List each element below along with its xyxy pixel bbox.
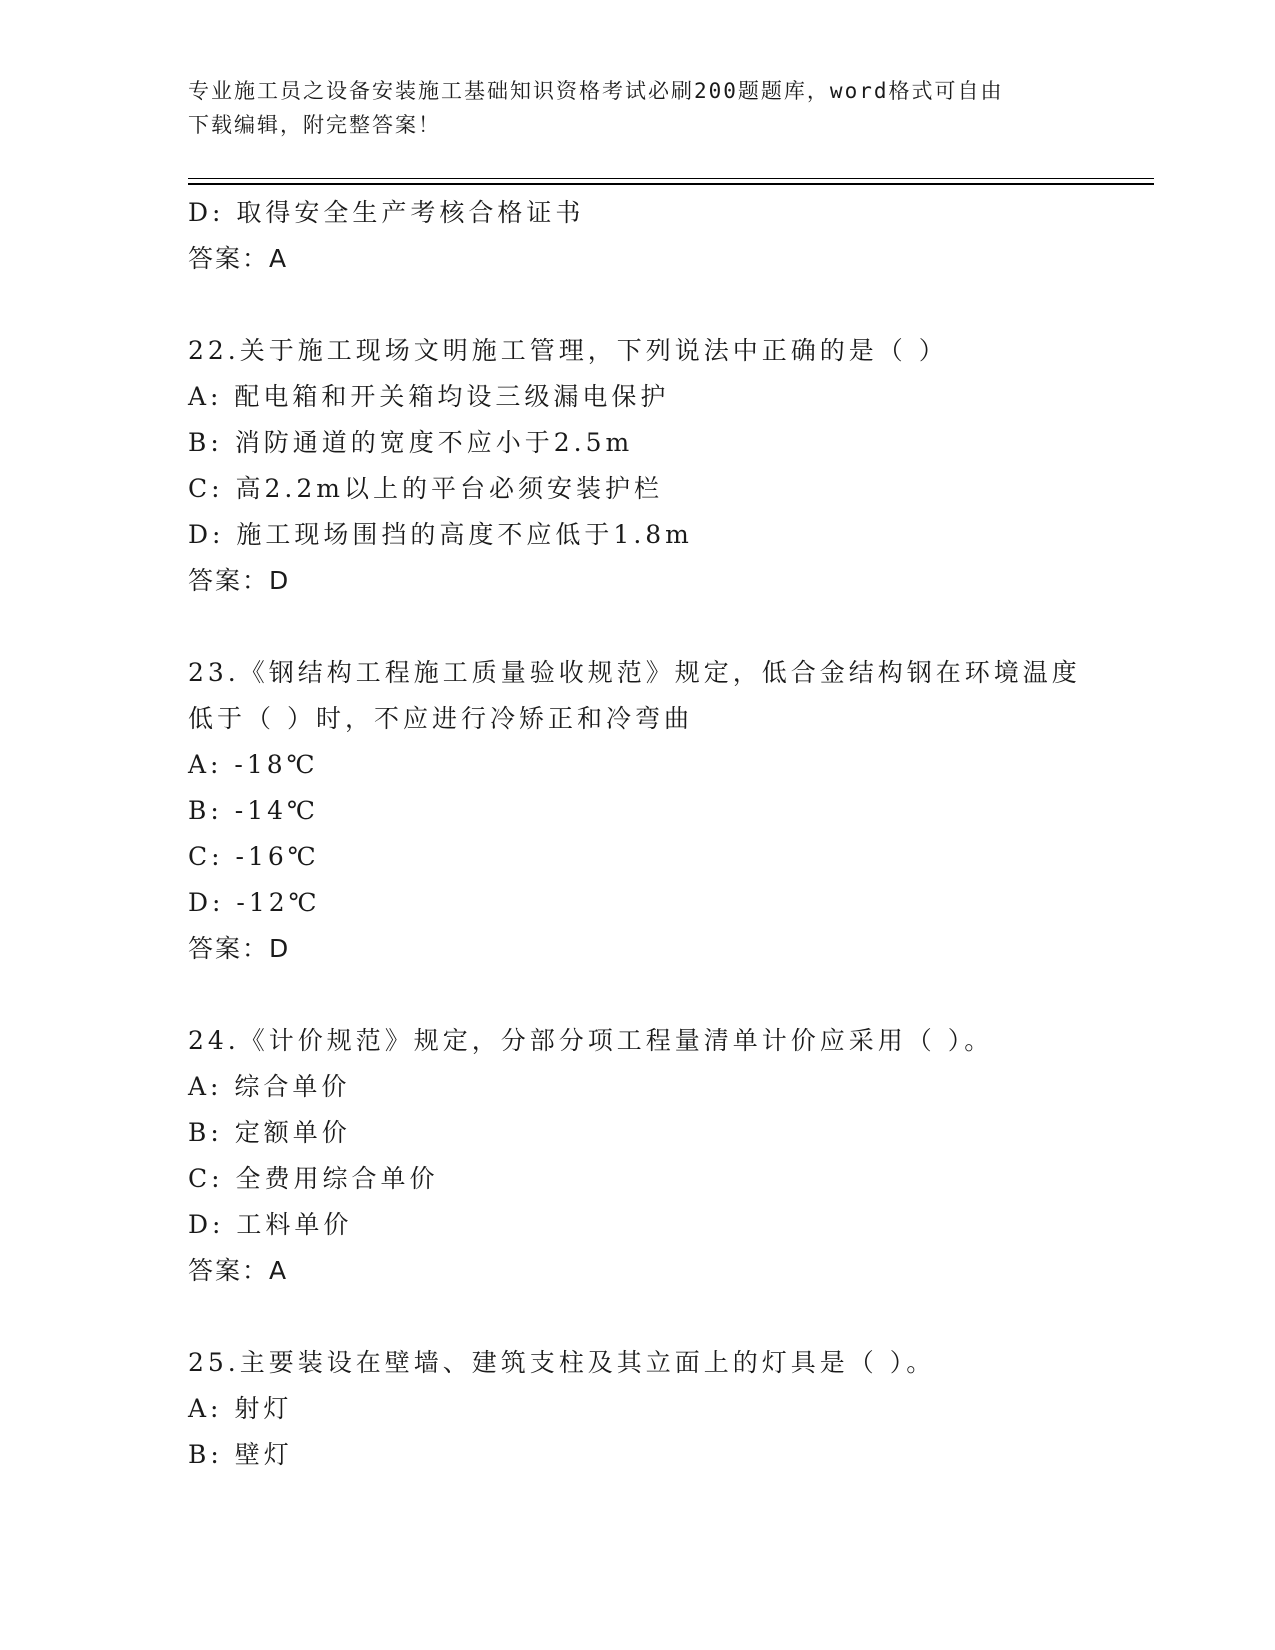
- header-line-1: 专业施工员之设备安装施工基础知识资格考试必刷200题题库，word格式可自由: [188, 79, 1004, 103]
- option-b: B: 消防通道的宽度不应小于2.5m: [188, 428, 634, 457]
- option-d: D: 工料单价: [188, 1210, 353, 1239]
- option-c: C: -16℃: [188, 842, 320, 871]
- question-22: [188, 328, 1088, 604]
- option-b: B: 定额单价: [188, 1118, 351, 1147]
- answer-line: 答案：A: [188, 1256, 289, 1285]
- question-24: [188, 1018, 1088, 1294]
- option-b: B: -14℃: [188, 796, 319, 825]
- option-c: C: 高2.2m以上的平台必须安装护栏: [188, 474, 663, 503]
- spacer: [188, 1294, 1088, 1340]
- spacer: [188, 604, 1088, 650]
- spacer: [188, 282, 1088, 328]
- header-line-2: 下载编辑，附完整答案！: [188, 113, 441, 137]
- question-stem-line-2: 低于（ ）时，不应进行冷矫正和冷弯曲: [188, 704, 693, 733]
- option-d: D: 取得安全生产考核合格证书: [188, 198, 585, 227]
- previous-question-tail: [188, 190, 1088, 282]
- question-25: [188, 1340, 1088, 1478]
- question-stem-line-1: 23.《钢结构工程施工质量验收规范》规定，低合金结构钢在环境温度: [188, 658, 1081, 687]
- option-b: B: 壁灯: [188, 1440, 293, 1469]
- option-d: D: 施工现场围挡的高度不应低于1.8m: [188, 520, 693, 549]
- option-a: A: 配电箱和开关箱均设三级漏电保护: [188, 382, 670, 411]
- question-content: [188, 190, 1088, 1478]
- header-rule-thick: [188, 183, 1154, 185]
- question-stem: 25.主要装设在壁墙、建筑支柱及其立面上的灯具是（ ）。: [188, 1348, 936, 1377]
- question-23: [188, 650, 1088, 972]
- question-stem: 24.《计价规范》规定，分部分项工程量清单计价应采用（ ）。: [188, 1026, 994, 1055]
- option-a: A: 综合单价: [188, 1072, 351, 1101]
- question-stem: 22.关于施工现场文明施工管理，下列说法中正确的是（ ）: [188, 336, 948, 365]
- answer-line: 答案：D: [188, 934, 291, 963]
- answer-line: 答案：A: [188, 244, 289, 273]
- header-rule-thin: [188, 178, 1154, 179]
- option-a: A: 射灯: [188, 1394, 293, 1423]
- option-c: C: 全费用综合单价: [188, 1164, 439, 1193]
- option-a: A: -18℃: [188, 750, 319, 779]
- answer-line: 答案：D: [188, 566, 291, 595]
- spacer: [188, 972, 1088, 1018]
- option-d: D: -12℃: [188, 888, 321, 917]
- page-header: [188, 74, 1068, 142]
